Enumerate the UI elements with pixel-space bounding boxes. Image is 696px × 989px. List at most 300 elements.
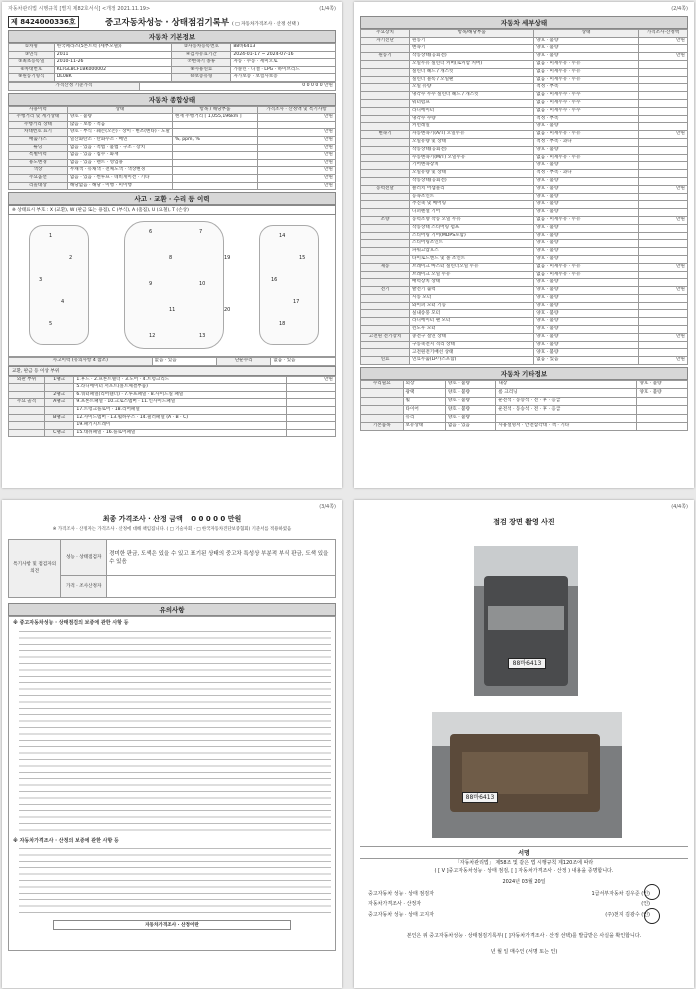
table-cell [257,121,335,129]
table-cell: 양호 · 불량 [534,248,639,256]
table-row [361,84,688,92]
table-row [361,232,688,240]
inspector-seal [644,884,660,900]
table-cell: 없음 · 미세누수 · 누수 [534,92,639,100]
table-row [9,129,336,137]
notice-body [8,616,336,951]
table-row [361,123,688,131]
table-cell [361,406,404,414]
table-cell [9,384,45,392]
table-cell: 양호 · 불량 [534,232,639,240]
car-part-number: 14 [279,233,286,240]
table-cell: 오일유량 및 상태 [410,138,534,146]
table-cell: 보유상태 [403,423,445,431]
table-cell: 색상 [9,167,68,175]
form-code: 자동차관리법 시행규칙 [별지 제82호서식] <개정 2021.11.19> [8,6,151,12]
table-cell [638,294,687,302]
car-part-number: 4 [61,299,65,306]
table-cell: 원동기 [410,37,534,45]
table-cell [361,310,410,318]
table-cell: 17.트렁크플로어 · 18.리어패널 [74,407,287,415]
table-row [361,154,688,162]
table-cell: 무채색 · 유채색 · 전체도색 · 색상변경 [67,167,172,175]
table-cell: ⑤최초등록일 [9,59,55,67]
sign-statement-2: ( [ V ]중고자동차성능 · 상태 점검, [ ] 자동차가격조사 · 산정 ) 내용을 증명합니다. [434,867,614,874]
table-row [361,201,688,209]
table-cell: 만원 [257,167,335,175]
table-cell: 없음 · 미세누유 · 누유 [534,131,639,139]
table-cell [9,429,45,437]
table-cell: 1.후드 · 2.프론트휀더 · 3.도어 · 4.트렁크리드 [74,376,287,384]
table-cell [286,407,335,415]
exchange-header: 교환, 판금 등 이상 부위 [8,366,336,376]
detail-table [360,29,688,365]
car-diagram [8,215,336,357]
final-price-value: 0 0 0 0 0 만원 [191,515,242,523]
table-row [9,44,336,52]
table-cell [638,115,687,123]
table-cell: 수리필요 [361,381,404,389]
table-cell [361,209,410,217]
buyer-sign-line: 년 월 일 매수인 (서명 또는 인) [490,948,558,955]
table-row [361,131,688,139]
table-row [361,170,688,178]
signatories [368,891,680,920]
table-row [9,144,336,152]
table-row [9,66,336,74]
table-cell [637,397,688,405]
table-cell: 없음 · 미세누수 · 누수 [534,107,639,115]
table-row [9,429,336,437]
table-cell: 작동상태(공회전) [410,146,534,154]
signatory-role: 자동차가격조사 · 산정자 [368,901,422,907]
table-cell: 만원 [257,159,335,167]
table-cell [638,201,687,209]
photo-section-title: 점검 장면 촬영 사진 [360,516,688,528]
table-row [361,287,688,295]
signatory-row [368,901,680,909]
table-cell [638,271,687,279]
table-cell: 양호 · 불량 [637,389,688,397]
page-4 [354,500,694,988]
table-cell: %, ppm, % [172,136,257,144]
table-row [361,333,688,341]
table-cell [638,209,687,217]
table-cell: 브레이크 마스터 실린더오일 누유 [410,263,534,271]
table-cell: 양호 · 불량 [534,318,639,326]
table-row [361,53,688,61]
table-cell: 실내송풍 모터 [410,310,534,318]
table-row [361,30,688,38]
table-cell: 자동 · 수동 · 세미오토 [231,59,336,67]
table-cell: 변속기 [361,131,410,139]
car-part-number: 15 [299,255,306,262]
table-cell: ①차명 [9,44,55,52]
table-cell: 만원 [638,53,687,61]
table-row [9,414,336,422]
inspector-label: 성능 · 상태점검자 [61,540,107,576]
table-cell: 양호 · 불량 [534,53,639,61]
table-cell [638,146,687,154]
table-row [361,248,688,256]
table-row [9,407,336,415]
table-cell: 상태 [67,106,172,114]
table-cell [638,76,687,84]
price-basis-table [8,82,336,91]
table-cell [361,177,410,185]
table-cell: 수동변속기(M/T) 오일누유 [410,154,534,162]
table-row [9,399,336,407]
table-cell [638,193,687,201]
table-cell [172,174,257,182]
table-cell: 시동 모터 [410,294,534,302]
table-cell: 타이어 [403,406,445,414]
license-plate-front: 88바6413 [508,658,546,669]
table-cell: 6.쿼터패널(리어휀더) · 7.루프패널 · 8.사이드실 패널 [74,391,287,399]
table-cell: 해당없음 · 해당 · 이행 · 미이행 [67,182,172,190]
table-cell: 윈도우 모터 [410,326,534,334]
table-row [361,255,688,263]
table-cell: 만원 [638,185,687,193]
receipt-statement: 본인은 위 중고자동차성능 · 상태점검기록부( [ ]자동차가격조사 · 산정 선택)를 발급받은 사실을 확인합니다. [406,933,642,939]
frame-table [8,376,336,438]
table-row [361,224,688,232]
table-cell: 브레이크 오일 누유 [410,271,534,279]
table-cell: 자동변속기(A/T) 오일누유 [410,131,534,139]
table-cell: 2랭크 [44,391,73,399]
table-cell: 작동상태 스티어링 펌프 [410,224,534,232]
table-row [9,384,336,392]
table-cell [361,389,404,397]
table-cell: 없음 · 있음 [445,423,496,431]
final-price-title [8,514,336,524]
table-cell: 주요옵션 [9,174,68,182]
car-part-number: 18 [279,321,286,328]
signatory-row [368,912,680,920]
page-2 [354,2,694,488]
table-cell [638,138,687,146]
table-cell: 추진축 및 베어링 [410,201,534,209]
table-cell [638,154,687,162]
table-cell: 만원 [257,114,335,122]
table-cell: 파워고압호스 [410,248,534,256]
table-cell [361,341,410,349]
signatory-name: (인) [641,901,650,907]
table-cell: 양호 · 불량 [534,255,639,263]
table-cell [361,60,410,68]
page-number: (2/4쪽) [671,6,688,12]
table-cell: 없음 · 미세누유 · 누유 [534,60,639,68]
car-part-number: 11 [169,307,176,314]
table-cell [638,99,687,107]
table-cell: 양호 · 불량 [445,414,496,422]
table-cell [638,279,687,287]
table-cell: 배출가스 [9,136,68,144]
table-cell: 많음 · 보통 · 적음 [67,121,172,129]
table-cell: 없음 · 미세누유 · 누유 [534,68,639,76]
section-summary: 자동차 종합상태 [8,93,336,106]
table-cell: 만원 [638,357,687,365]
special-notes-label: 특기사항 및 점검자의 의견 [9,540,61,598]
notice-title: 유의사항 [8,603,336,616]
table-cell: 라디에이터 [410,107,534,115]
table-cell [9,407,45,415]
table-row [361,162,688,170]
table-cell: 2010-11-26 [54,59,172,67]
table-cell [638,310,687,318]
table-cell: 양호 · 불량 [534,349,639,357]
table-cell: 적정 · 부족 [534,84,639,92]
table-cell: 양호 · 불량 [534,201,639,209]
table-cell: ⑨원동기형식 [9,74,55,82]
table-cell: 원동기 [361,53,410,61]
table-cell: 타이로드엔드 및 볼 조인트 [410,255,534,263]
notifier-seal [644,908,660,924]
table-cell: 양호 · 불량 [534,326,639,334]
table-cell [361,170,410,178]
table-cell: 작동상태(공회전) [410,53,534,61]
table-cell [638,162,687,170]
table-cell [638,248,687,256]
table-cell: 운전석 · 동승석 · 전 · 후 · 응급 [496,397,637,405]
doc-number: 제 8424000336호 [8,16,79,28]
table-row [361,99,688,107]
table-cell: 양호 · 불량 [534,209,639,217]
table-cell: 운전석 · 동승석 · 전 · 후 · 응급 [496,406,637,414]
section-other-info: 자동차 기타정보 [360,367,688,380]
inspector-opinion: 경미한 판금, 도색은 있을 수 있고 표기된 상태의 중고차 특성상 부분적 부식 판금, 도색 있을 수 있음 [107,540,336,576]
table-cell [361,224,410,232]
table-row [361,115,688,123]
table-cell: 없음 · 있음 · 썬루프 · 네비게이션 · 기타 [67,174,172,182]
notice-text-block-2 [19,846,331,916]
table-cell [638,68,687,76]
table-cell [172,144,257,152]
table-cell: 양호 · 불량 [534,224,639,232]
table-cell: 양호 · 불량 [534,37,639,45]
table-cell [638,123,687,131]
table-cell: 실린더 헤드 / 개스킷 [410,68,534,76]
table-cell: 주요장치 [361,30,410,38]
table-row [361,146,688,154]
table-cell: 자가보증 · 보험사보증 [231,74,336,82]
table-cell: 일산화탄소 · 탄화수소 · 매연 [67,136,172,144]
table-row [361,209,688,217]
table-cell: 한국페라즈(5톤트럭 (세부모델)) [54,44,172,52]
table-cell: 제동 [361,263,410,271]
table-cell [361,68,410,76]
table-cell: 디퍼렌셜 기어 [410,209,534,217]
page-number: (1/4쪽) [319,6,336,12]
table-cell: 전기 [361,287,410,295]
table-cell: 변속기 [410,45,534,53]
table-cell: 리콜대상 [9,182,68,190]
table-cell: 가격조사·산정액 [638,30,687,38]
table-cell: 기어변속장치 [410,162,534,170]
table-cell: 양호 · 불량 [534,146,639,154]
table-cell: 구동축전지 격리 상태 [410,341,534,349]
title-options: ( □ 자동차가격조사 · 산정 선택 ) [232,22,300,27]
table-row [361,357,688,365]
table-cell [9,391,45,399]
table-cell: 9.프론트패널 · 10.크로스멤버 · 11.인사이드패널 [74,399,287,407]
table-cell [361,349,410,357]
table-cell [638,255,687,263]
table-cell: 양호 · 부식 · 훼손(오손) · 상이 · 변조(변타) · 도말 [67,129,172,137]
table-cell: ⑩보증유형 [172,74,231,82]
table-cell: 특별이력 [9,152,68,160]
page-number: (4/4쪽) [671,504,688,510]
table-cell: 작동상태(공회전) [410,177,534,185]
table-cell [361,84,410,92]
table-cell: 양호 · 불량 [534,287,639,295]
table-cell [637,423,688,431]
table-cell: ④검사유효기간 [172,51,231,59]
table-cell [361,107,410,115]
car-part-number: 19 [224,255,231,262]
table-cell: 양호 · 불량 [534,177,639,185]
price-basis-value: 0 0 0 0 0 만원 [139,82,335,90]
table-cell: 오일유량 및 상태 [410,170,534,178]
page-number: (3/4쪽) [319,504,336,510]
other-info-table [360,380,688,431]
table-row [361,216,688,224]
table-cell: 항목 / 해당부품 [172,106,257,114]
table-cell [44,422,73,430]
table-cell: 광택 [403,389,445,397]
table-cell [637,406,688,414]
table-cell [286,429,335,437]
table-cell: 사용설명서 · 안전삼각대 · 잭 · 기타 [496,423,637,431]
table-cell [361,279,410,287]
car-part-number: 1 [49,233,53,240]
table-cell [172,182,257,190]
notice-heading-2: ※ 자동차가격조사 · 산정의 보증에 관한 사항 등 [13,837,119,844]
price-basis-label: 가격산정 기준가격 [9,82,140,90]
table-cell: 없음 · 있음 [534,357,639,365]
table-cell: KLTGL8CF1BK000002 [54,66,172,74]
table-cell: 없음 · 있음 [152,358,217,366]
table-cell [361,76,410,84]
signatory-row [368,891,680,899]
table-cell: 만원 [638,216,687,224]
table-cell [9,422,45,430]
table-row [361,294,688,302]
table-cell: 양호 · 불량 [67,114,172,122]
car-part-number: 13 [199,333,206,340]
table-cell: 2011 [54,51,172,59]
table-row [9,136,336,144]
table-cell: 만원 [257,174,335,182]
table-row [9,376,336,384]
table-cell: 단순수리 [217,358,271,366]
table-cell [361,45,410,53]
table-cell: ⑦변속기 종류 [172,59,231,67]
car-part-number: 17 [293,299,300,306]
car-part-number: 6 [149,229,153,236]
table-cell: 조향 [361,216,410,224]
table-row [361,240,688,248]
table-cell: 냉각수 수량 [410,115,534,123]
table-cell: 배력장치 상태 [410,279,534,287]
car-part-number: 12 [149,333,156,340]
title-text: 중고자동차성능 · 상태점검기록부 [104,18,230,28]
signatory-role: 중고자동차 성능 · 상태 고지자 [368,911,434,918]
table-cell [361,201,410,209]
table-cell: 없음 · 미세누유 · 누유 [534,154,639,162]
car-part-number: 3 [39,277,43,284]
table-cell [361,193,410,201]
section-accident: 사고 · 교환 · 수리 등 이력 [8,192,336,205]
car-part-number: 20 [224,307,231,314]
table-row [361,60,688,68]
table-cell [361,294,410,302]
table-row [361,318,688,326]
table-cell: 양호 · 불량 [445,397,496,405]
table-cell [638,224,687,232]
car-part-number: 9 [149,281,153,288]
table-row [361,45,688,53]
car-part-number: 7 [199,229,203,236]
page-1 [2,2,342,488]
table-cell: 커먼레일 [410,123,534,131]
table-cell: 없음 · 미세누유 · 누유 [534,263,639,271]
table-cell: 항목/해당부품 [410,30,534,38]
sign-section-title: 서명 [360,846,688,859]
table-cell: 만원 [638,131,687,139]
table-cell: 발전기 출력 [410,287,534,295]
table-cell: ③연식 [9,51,55,59]
table-cell: 12.사이드멤버 · 13.휠하우스 · 14.필러패널 (A · B · C) [74,414,287,422]
table-row [361,389,688,397]
license-plate-rear: 88바6413 [462,792,498,803]
table-row [361,406,688,414]
table-row [361,414,688,422]
table-cell: 양호 · 불량 [534,302,639,310]
table-cell: ⑥차대번호 [9,66,55,74]
table-cell [172,167,257,175]
table-row [361,326,688,334]
table-cell: 연료누출(LP가스포함) [410,357,534,365]
table-cell: 룸 크리닝 [496,389,637,397]
table-cell: 없음 · 미세누유 · 누유 [534,271,639,279]
table-cell [361,162,410,170]
table-cell: 양호 · 불량 [534,294,639,302]
table-cell: 사고이력 (유의사항 4 참조) [9,358,153,366]
table-cell: 충전구 절연 상태 [410,333,534,341]
table-cell: 15.대쉬패널 · 16.플로어패널 [74,429,287,437]
table-cell: 만원 [638,37,687,45]
table-cell: 내장 [496,381,637,389]
table-cell: 클러치 어셈블리 [410,185,534,193]
table-cell [638,170,687,178]
table-cell [637,414,688,422]
table-cell: 없음 · 있음 · 적법 · 불법 · 구조 · 장치 [67,144,172,152]
table-cell: 양호 · 불량 [637,381,688,389]
table-cell: 1랭크 [44,376,73,384]
table-cell [638,302,687,310]
table-cell [638,45,687,53]
car-part-number: 2 [69,255,73,262]
table-cell: 적정 · 부족 · 과다 [534,138,639,146]
table-row [9,391,336,399]
table-cell: 스티어링조인트 [410,240,534,248]
sign-date: 2024년 03월 20일 [502,879,546,885]
table-cell: 주행거리 상태 [9,121,68,129]
table-cell: 만원 [638,263,687,271]
table-cell: 만원 [286,376,335,384]
inspection-photo-rear [432,712,622,838]
